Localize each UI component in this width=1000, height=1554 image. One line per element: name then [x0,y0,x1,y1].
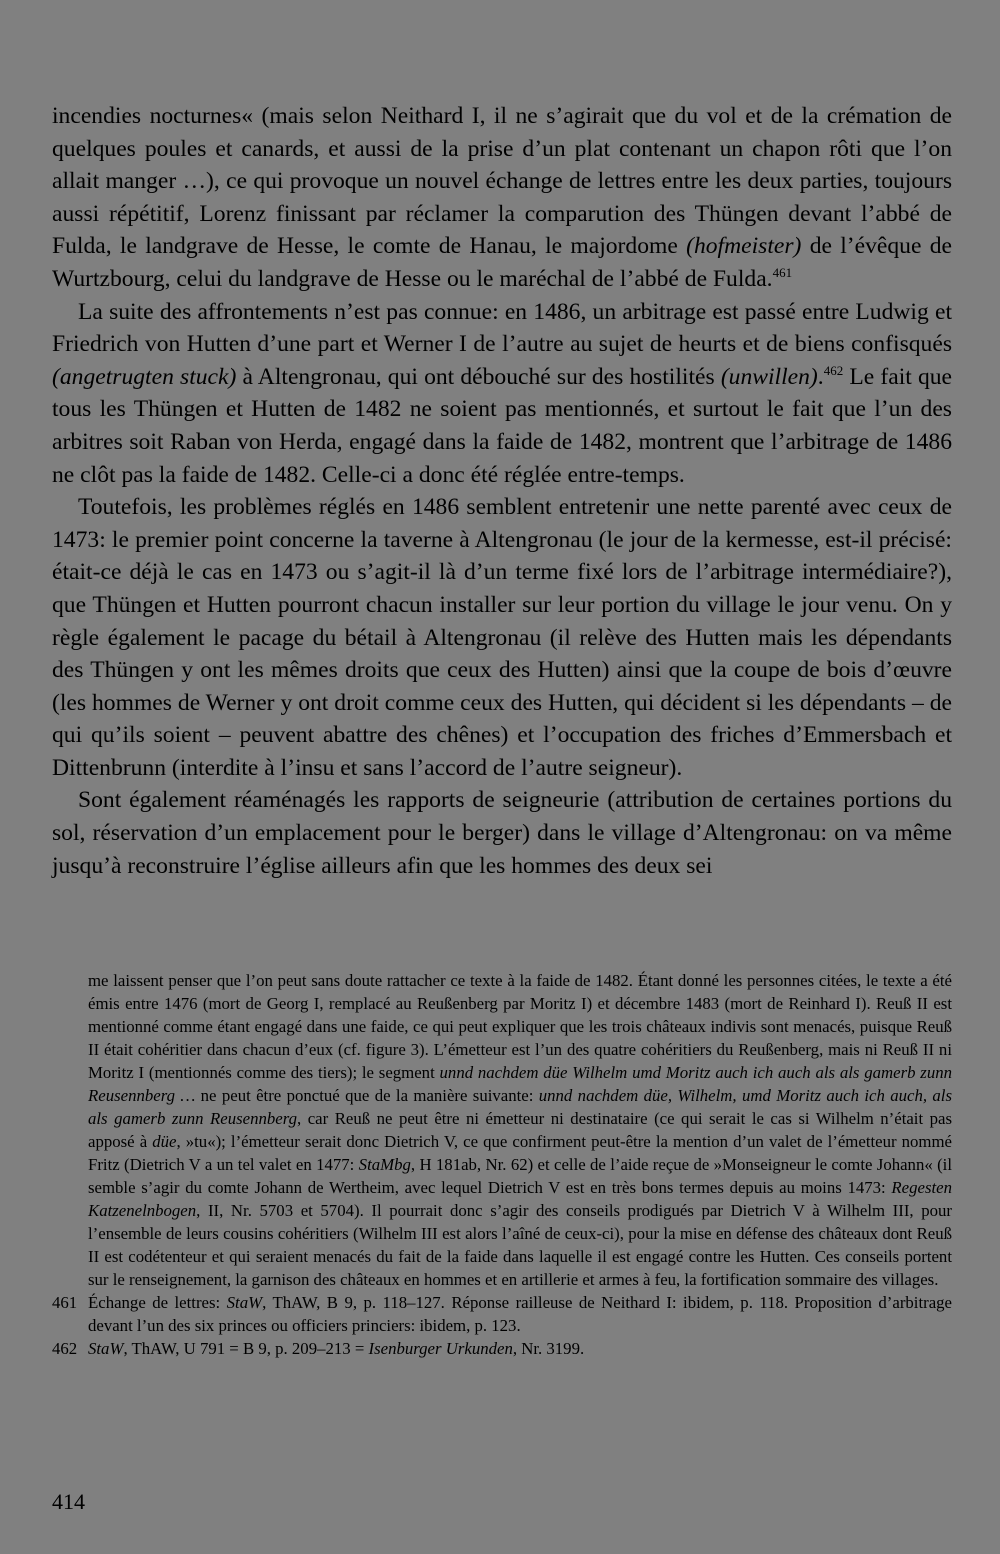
paragraph-2: La suite des affrontements n’est pas connue: en 1486, un arbitrage est passé entre Ludwig et Friedrich von Hutten d’une part et Werner I de l’autre au sujet de heurts et de biens confisqués (angetrugten stuck) à Altengronau, qui ont débouché sur des hostilités (unwillen).$^{462}$ Le fait que tous les Thüngen et Hutten de 1482 ne soient pas mentionnés, et surtout le fait que l’un des arbitres soit Raban von Herda, engagé dans la faide de 1482, montrent que l’arbitrage de 1486 ne clôt pas la faide de 1482. Celle-ci a donc été réglée entre-temps. [52,298,953,488]
footnotes [52,969,952,1360]
footnote-ref-462[interactable]: 462 [823,362,844,378]
italic-term: (hofmeister) [686,233,802,260]
footnote-text: Échange de lettres: StaW, ThAW, B 9, p. 118–127. Réponse railleuse de Neithard I: ibidem, p. 118. Proposition d’arbitrage devant l’un des six princes ou officiers princiers: ibidem, p. 123. [88,1293,953,1335]
paragraph-4: Sont également réaménagés les rapports de seigneurie (attribution de certaines portions du sol, réservation d’un emplacement pour le berger) dans le village d’Altengronau: on va même jusqu’à reconstruire l’église ailleurs afin que les hommes des deux sei [52,787,952,879]
footnote-461 [52,1291,952,1337]
footnote-text: StaW, ThAW, U 791 = B 9, p. 209–213 = Isenburger Urkunden, Nr. 3199. [88,1339,585,1358]
footnote-462 [52,1337,952,1360]
italic-term: (unwillen) [720,363,818,390]
footnote-ref-461[interactable]: 461 [772,264,793,280]
footnote-continuation: me laissent penser que l’on peut sans doute rattacher ce texte à la faide de 1482. Étant donné les personnes citées, le texte a été émis entre 1476 (mort de Georg I, remplacé au Reußenberg par Moritz I) et décembre 1483 (mort de Reinhard I). Reuß II est mentionné comme étant engagé dans une faide, ce qui peut expliquer que les trois châteaux indivis sont menacés, puisque Reuß II était cohéritier dans chacun d’eux (cf. figure 3). L’émetteur est l’un des quatre cohéritiers du Reußenberg, mais ni Reuß II ni Moritz I (mentionnés comme des tiers); le segment unnd nachdem düe Wilhelm umd Moritz auch ich auch als als gamerb zunn Reusennberg … ne peut être ponctué que de la manière suivante: unnd nachdem düe, Wilhelm, umd Moritz auch ich auch, als als gamerb zunn Reusennberg, car Reuß ne peut être ni émetteur ni destinataire (ce qui serait le cas si Wilhelm n’était pas apposé à düe, »tu«); l’émetteur serait donc Dietrich V, ce que confirment peut-être la mention d’un valet de l’émetteur nommé Fritz (Dietrich V a un tel valet en 1477: StaMbg, H 181ab, Nr. 62) et celle de l’aide reçue de »Monseigneur le comte Johann« (il semble s’agir du comte Johann de Wertheim, avec lequel Dietrich V est en très bons termes depuis au moins 1473: Regesten Katzenelnbogen, II, Nr. 5703 et 5704). Il pourrait donc s’agir des conseils prodigués par Dietrich V à Wilhelm III, pour l’ensemble de leurs cousins cohéritiers (Wilhelm III est alors l’aîné de ceux-ci), pour la mise en défense des châteaux dont Reuß II est codétenteur et qui seraient menacés du fait de la faide dans laquelle il est engagé contre les Hutten. Ces conseils portent sur le renseignement, la garnison des châteaux en hommes et en artillerie et armes à feu, la fortification sommaire des villages. [88,971,952,1289]
italic-term: (angetrugten stuck) [52,363,237,390]
paragraph-3: Toutefois, les problèmes réglés en 1486 semblent entretenir une nette parenté avec ceux de 1473: le premier point concerne la taverne à Altengronau (le jour de la kermesse, est-il précisé: était-ce déjà le cas en 1473 ou s’agit-il là d’un terme fixé lors de l’arbitrage intermédiaire?), que Thüngen et Hutten pourront chacun installer sur leur portion du village le jour venu. On y règle également le pacage du bétail à Altengronau (il relève des Hutten mais les dépendants des Thüngen y ont les mêmes droits que ceux des Hutten) ainsi que la coupe de bois d’œuvre (les hommes de Werner y ont droit comme ceux des Hutten, qui décident si les dépendants – de qui qu’ils soient – peuvent abattre des chênes) et l’occupation des friches d’Emmersbach et Dittenbrunn (interdite à l’insu et sans l’accord de l’autre seigneur). [52,494,952,781]
footnote-number: 461 [52,1293,78,1312]
main-text [52,100,952,882]
paragraph-1: incendies nocturnes« (mais selon Neithard I, il ne s’agirait que du vol et de la crémation de quelques poules et canards, et aussi de la prise d’un plat contenant un chapon rôti que l’on allait manger …), ce qui provoque un nouvel échange de lettres entre les deux parties, toujours aussi répétitif, Lorenz finissant par réclamer la comparution des Thüngen devant l’abbé de Fulda, le landgrave de Hesse, le comte de Hanau, le majordome (hofmeister) de l’évêque de Wurtzbourg, celui du landgrave de Hesse ou le maréchal de l’abbé de Fulda.$^{461}$ [52,103,952,292]
page-number: 414 [52,1489,85,1514]
footnote-number: 462 [52,1339,78,1358]
